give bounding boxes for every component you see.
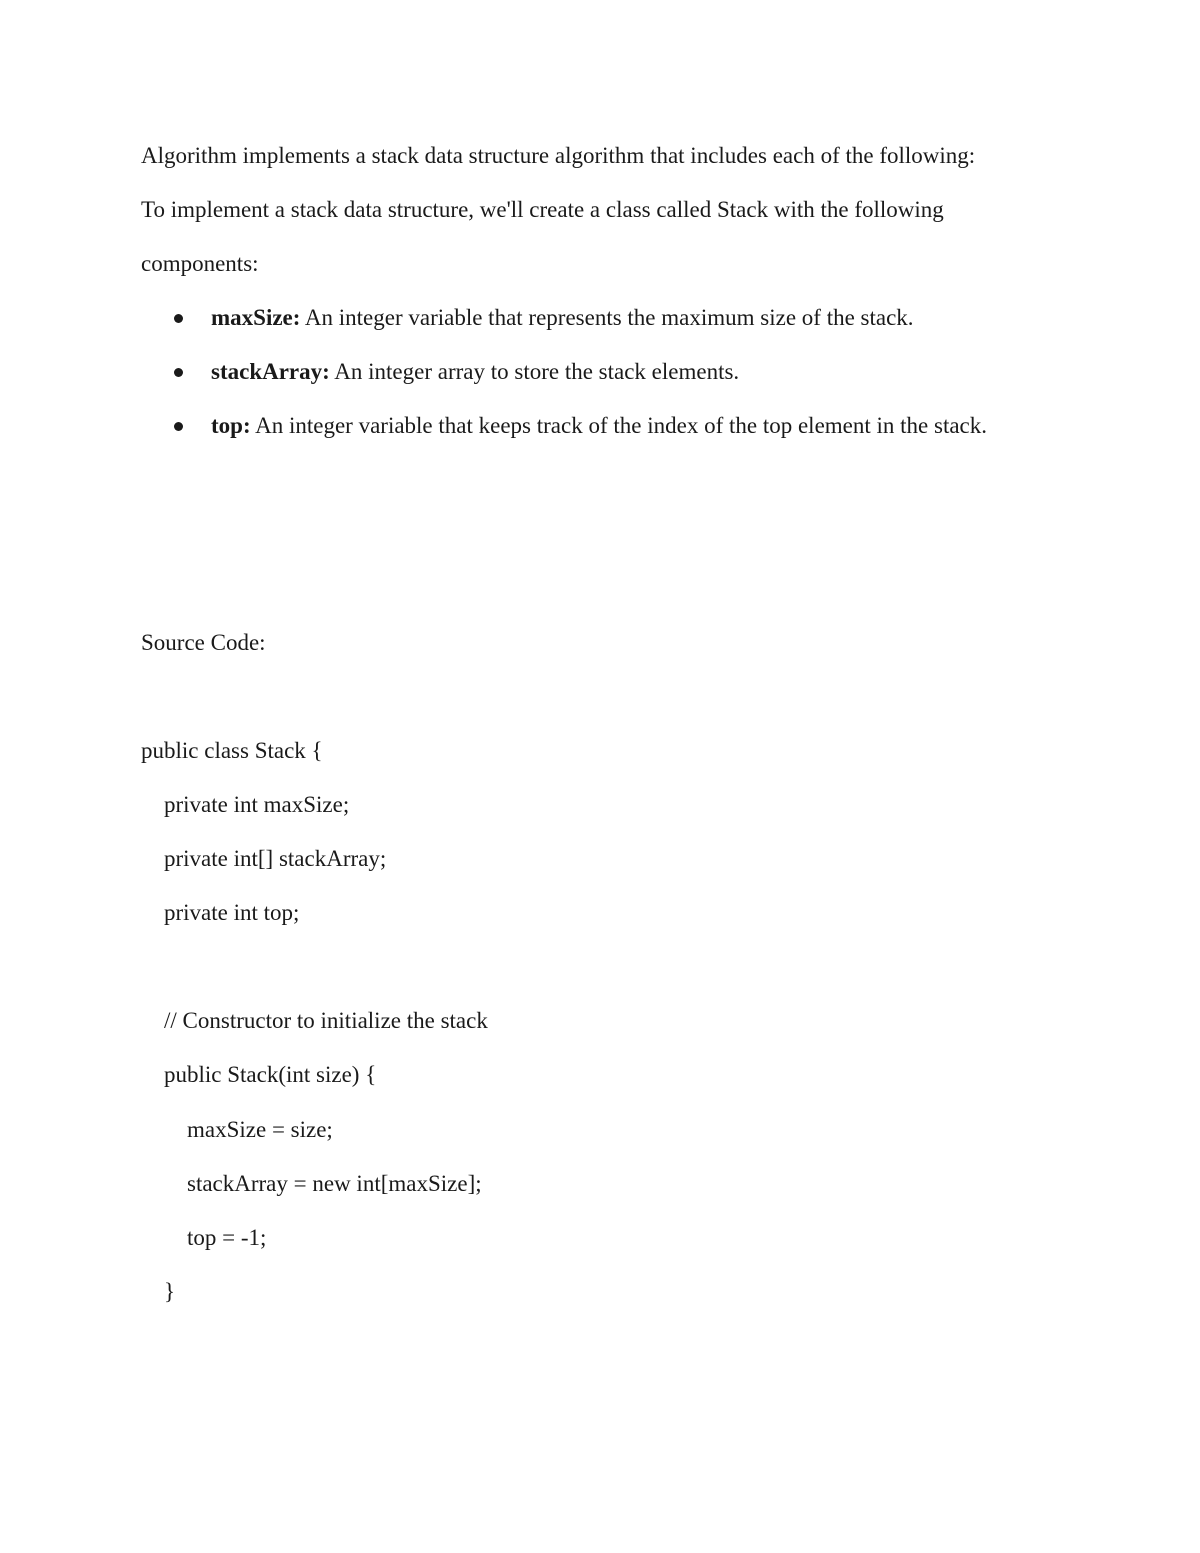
code-line: public class Stack { xyxy=(141,738,323,763)
list-item-text xyxy=(211,358,739,386)
code-comment-line: // Constructor to initialize the stack xyxy=(164,1008,488,1033)
list-item-desc: An integer variable that keeps track of the index of the top element in the stack. xyxy=(250,413,988,438)
list-item-term: maxSize: xyxy=(211,305,301,330)
code-line: maxSize = size; xyxy=(187,1117,333,1142)
list-item-text xyxy=(211,304,914,332)
code-line: private int top; xyxy=(164,900,300,925)
list-item-term: stackArray: xyxy=(211,359,330,384)
code-line: stackArray = new int[maxSize]; xyxy=(187,1171,482,1196)
bullet-icon xyxy=(174,422,183,431)
intro-line-3: components: xyxy=(141,251,259,276)
list-item-term: top: xyxy=(211,413,251,438)
bullet-icon xyxy=(174,314,183,323)
list-item xyxy=(174,412,988,524)
code-line: } xyxy=(164,1279,176,1304)
code-line: top = -1; xyxy=(187,1225,267,1250)
bullet-icon xyxy=(174,368,183,377)
code-line: private int[] stackArray; xyxy=(164,846,387,871)
list-item-text xyxy=(211,412,987,440)
source-code-heading: Source Code: xyxy=(141,630,266,655)
code-line: public Stack(int size) { xyxy=(164,1062,377,1087)
list-item-desc: An integer array to store the stack elements. xyxy=(329,359,740,384)
list-item-desc: An integer variable that represents the maximum size of the stack. xyxy=(300,305,914,330)
code-line: private int maxSize; xyxy=(164,792,350,817)
intro-line-1: Algorithm implements a stack data structure algorithm that includes each of the following: xyxy=(141,143,976,168)
intro-line-2: To implement a stack data structure, we'll create a class called Stack with the following xyxy=(141,197,944,222)
